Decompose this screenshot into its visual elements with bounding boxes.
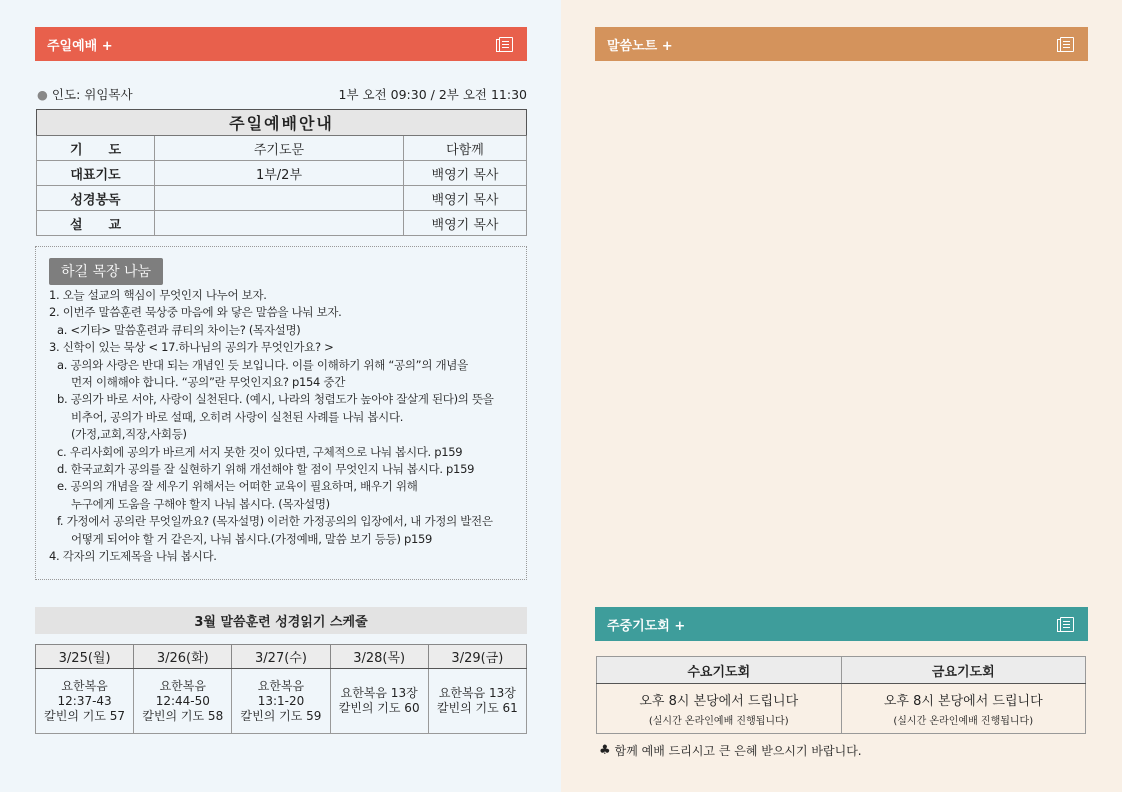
list-item: a. <기타> 말씀훈련과 큐티의 차이는? (목자설명) [57,322,301,337]
row-middle: 1부/2부 [155,161,404,186]
row-right: 백영기 목사 [404,211,527,236]
reading-line: 12:44-50 [155,693,210,708]
list-item: 2. 이번주 말씀훈련 묵상중 마음에 와 닿은 말씀을 나눠 보자. [49,305,342,320]
wednesday-prayer-cell [597,684,842,734]
prayer-meeting-table [596,656,1086,734]
list-item: 3. 신학이 있는 묵상 < 17.하나님의 공의가 무엇인가요? > [49,340,334,355]
schedule-cell [330,669,428,734]
schedule-date: 3/27(수) [232,645,330,669]
worship-section-header[interactable] [35,27,527,61]
wednesday-prayer-title: 수요기도회 [597,657,842,684]
document-icon[interactable] [1060,617,1074,632]
prayer-time-text: 오후 8시 본당에서 드립니다 [883,694,1043,709]
list-item: (가정,교회,직장,사회등) [71,427,187,442]
reading-line: 칼빈의 기도 61 [436,701,518,715]
worship-guide-table [36,109,527,236]
list-item: 먼저 이해해야 합니다. “공의”란 무엇인지요? p154 중간 [71,375,346,390]
group-sharing-tag: 하길 목장 나눔 [49,258,163,285]
list-item: 4. 각자의 기도제목을 나눠 봅시다. [49,549,217,564]
row-right: 백영기 목사 [404,161,527,186]
row-label: 성경봉독 [37,186,155,211]
list-item: a. 공의와 사랑은 반대 되는 개념인 듯 보입니다. 이를 이해하기 위해 “공의”의 개념을 [57,357,468,372]
officiant-text: ● 인도: 위임목사 [37,87,133,102]
list-item: 비추어, 공의가 바로 설때, 오히려 사랑이 실천된 사례를 나눠 봅시다. [71,409,404,424]
reading-line: 요한복음 [61,678,108,693]
reading-line: 요한복음 [257,678,305,693]
reading-line: 칼빈의 기도 59 [240,708,322,723]
list-item: e. 공의의 개념을 잘 세우기 위해서는 어떠한 교육이 필요하며, 배우기 위해 [57,479,418,494]
list-item: c. 우리사회에 공의가 바르게 서지 못한 것이 있다면, 구체적으로 나눠 봅시다. p159 [57,444,463,459]
reading-line: 요한복음 13장 [438,686,516,700]
worship-header-label: 주일예배 + [47,38,113,54]
reading-line: 칼빈의 기도 60 [338,701,420,715]
schedule-date: 3/26(화) [134,645,232,669]
document-icon[interactable] [1060,37,1074,52]
blessing-message [599,742,862,759]
list-item: 어떻게 되어야 할 거 같은지, 나눠 봅시다.(가정예배, 말씀 보기 등등) p159 [71,531,433,546]
table-row [37,211,527,236]
club-icon: ♣ [599,743,611,758]
reading-line: 칼빈의 기도 58 [142,708,224,723]
list-item: 누구에게 도움을 구해야 할지 나눠 봅시다. (목자설명) [71,496,330,511]
row-label: 기 도 [37,136,155,161]
table-row [37,136,527,161]
schedule-date: 3/25(월) [36,645,134,669]
worship-info-row [37,85,527,103]
table-row [37,161,527,186]
sermon-notes-header[interactable] [595,27,1088,61]
prayer-header-label: 주중기도회 + [607,618,686,634]
reading-line: 요한복음 13장 [340,686,418,700]
row-middle [155,186,404,211]
list-item: f. 가정에서 공의란 무엇일까요? (목자설명) 이러한 가정공의의 입장에서, 내 가정의 발전은 [57,514,493,529]
reading-line: 요한복음 [159,678,206,693]
sharing-question-list [49,287,519,566]
row-label: 설 교 [37,211,155,236]
row-label: 대표기도 [37,161,155,186]
list-item: d. 한국교회가 공의를 잘 실현하기 위해 개선해야 할 점이 무엇인지 나눠 봅시다. p159 [57,462,475,477]
schedule-cell [428,669,526,734]
group-sharing-box [35,246,527,580]
friday-prayer-cell [841,684,1086,734]
row-right: 다함께 [404,136,527,161]
reading-line: 12:37-43 [57,693,112,708]
service-times: 1부 오전 09:30 / 2부 오전 11:30 [338,87,527,102]
schedule-cell [36,669,134,734]
row-middle: 주기도문 [155,136,404,161]
row-middle [155,211,404,236]
list-item: 1. 오늘 설교의 핵심이 무엇인지 나누어 보자. [49,288,267,302]
online-note: (실시간 온라인예배 진행됩니다) [893,716,1034,727]
friday-prayer-title: 금요기도회 [841,657,1086,684]
worship-guide-title: 주일예배안내 [37,110,527,136]
list-item: b. 공의가 바로 서야, 사랑이 실천된다. (예시, 나라의 청렴도가 높아야 잘살게 된다)의 뜻을 [57,392,494,407]
reading-line: 칼빈의 기도 57 [44,708,126,723]
schedule-cell [134,669,232,734]
schedule-date: 3/29(금) [428,645,526,669]
schedule-cell [232,669,330,734]
row-right: 백영기 목사 [404,186,527,211]
notes-header-label: 말씀노트 + [607,38,673,54]
prayer-time-text: 오후 8시 본당에서 드립니다 [639,694,799,709]
online-note: (실시간 온라인예배 진행됩니다) [648,716,789,727]
weekly-prayer-header[interactable] [595,607,1088,641]
reading-schedule-table [35,644,527,734]
reading-schedule-title: 3월 말씀훈련 성경읽기 스케줄 [35,607,527,634]
schedule-date: 3/28(목) [330,645,428,669]
document-icon[interactable] [499,37,513,52]
table-row [37,186,527,211]
blessing-text: 함께 예배 드리시고 큰 은혜 받으시기 바랍니다. [614,744,862,758]
reading-line: 13:1-20 [257,693,305,708]
